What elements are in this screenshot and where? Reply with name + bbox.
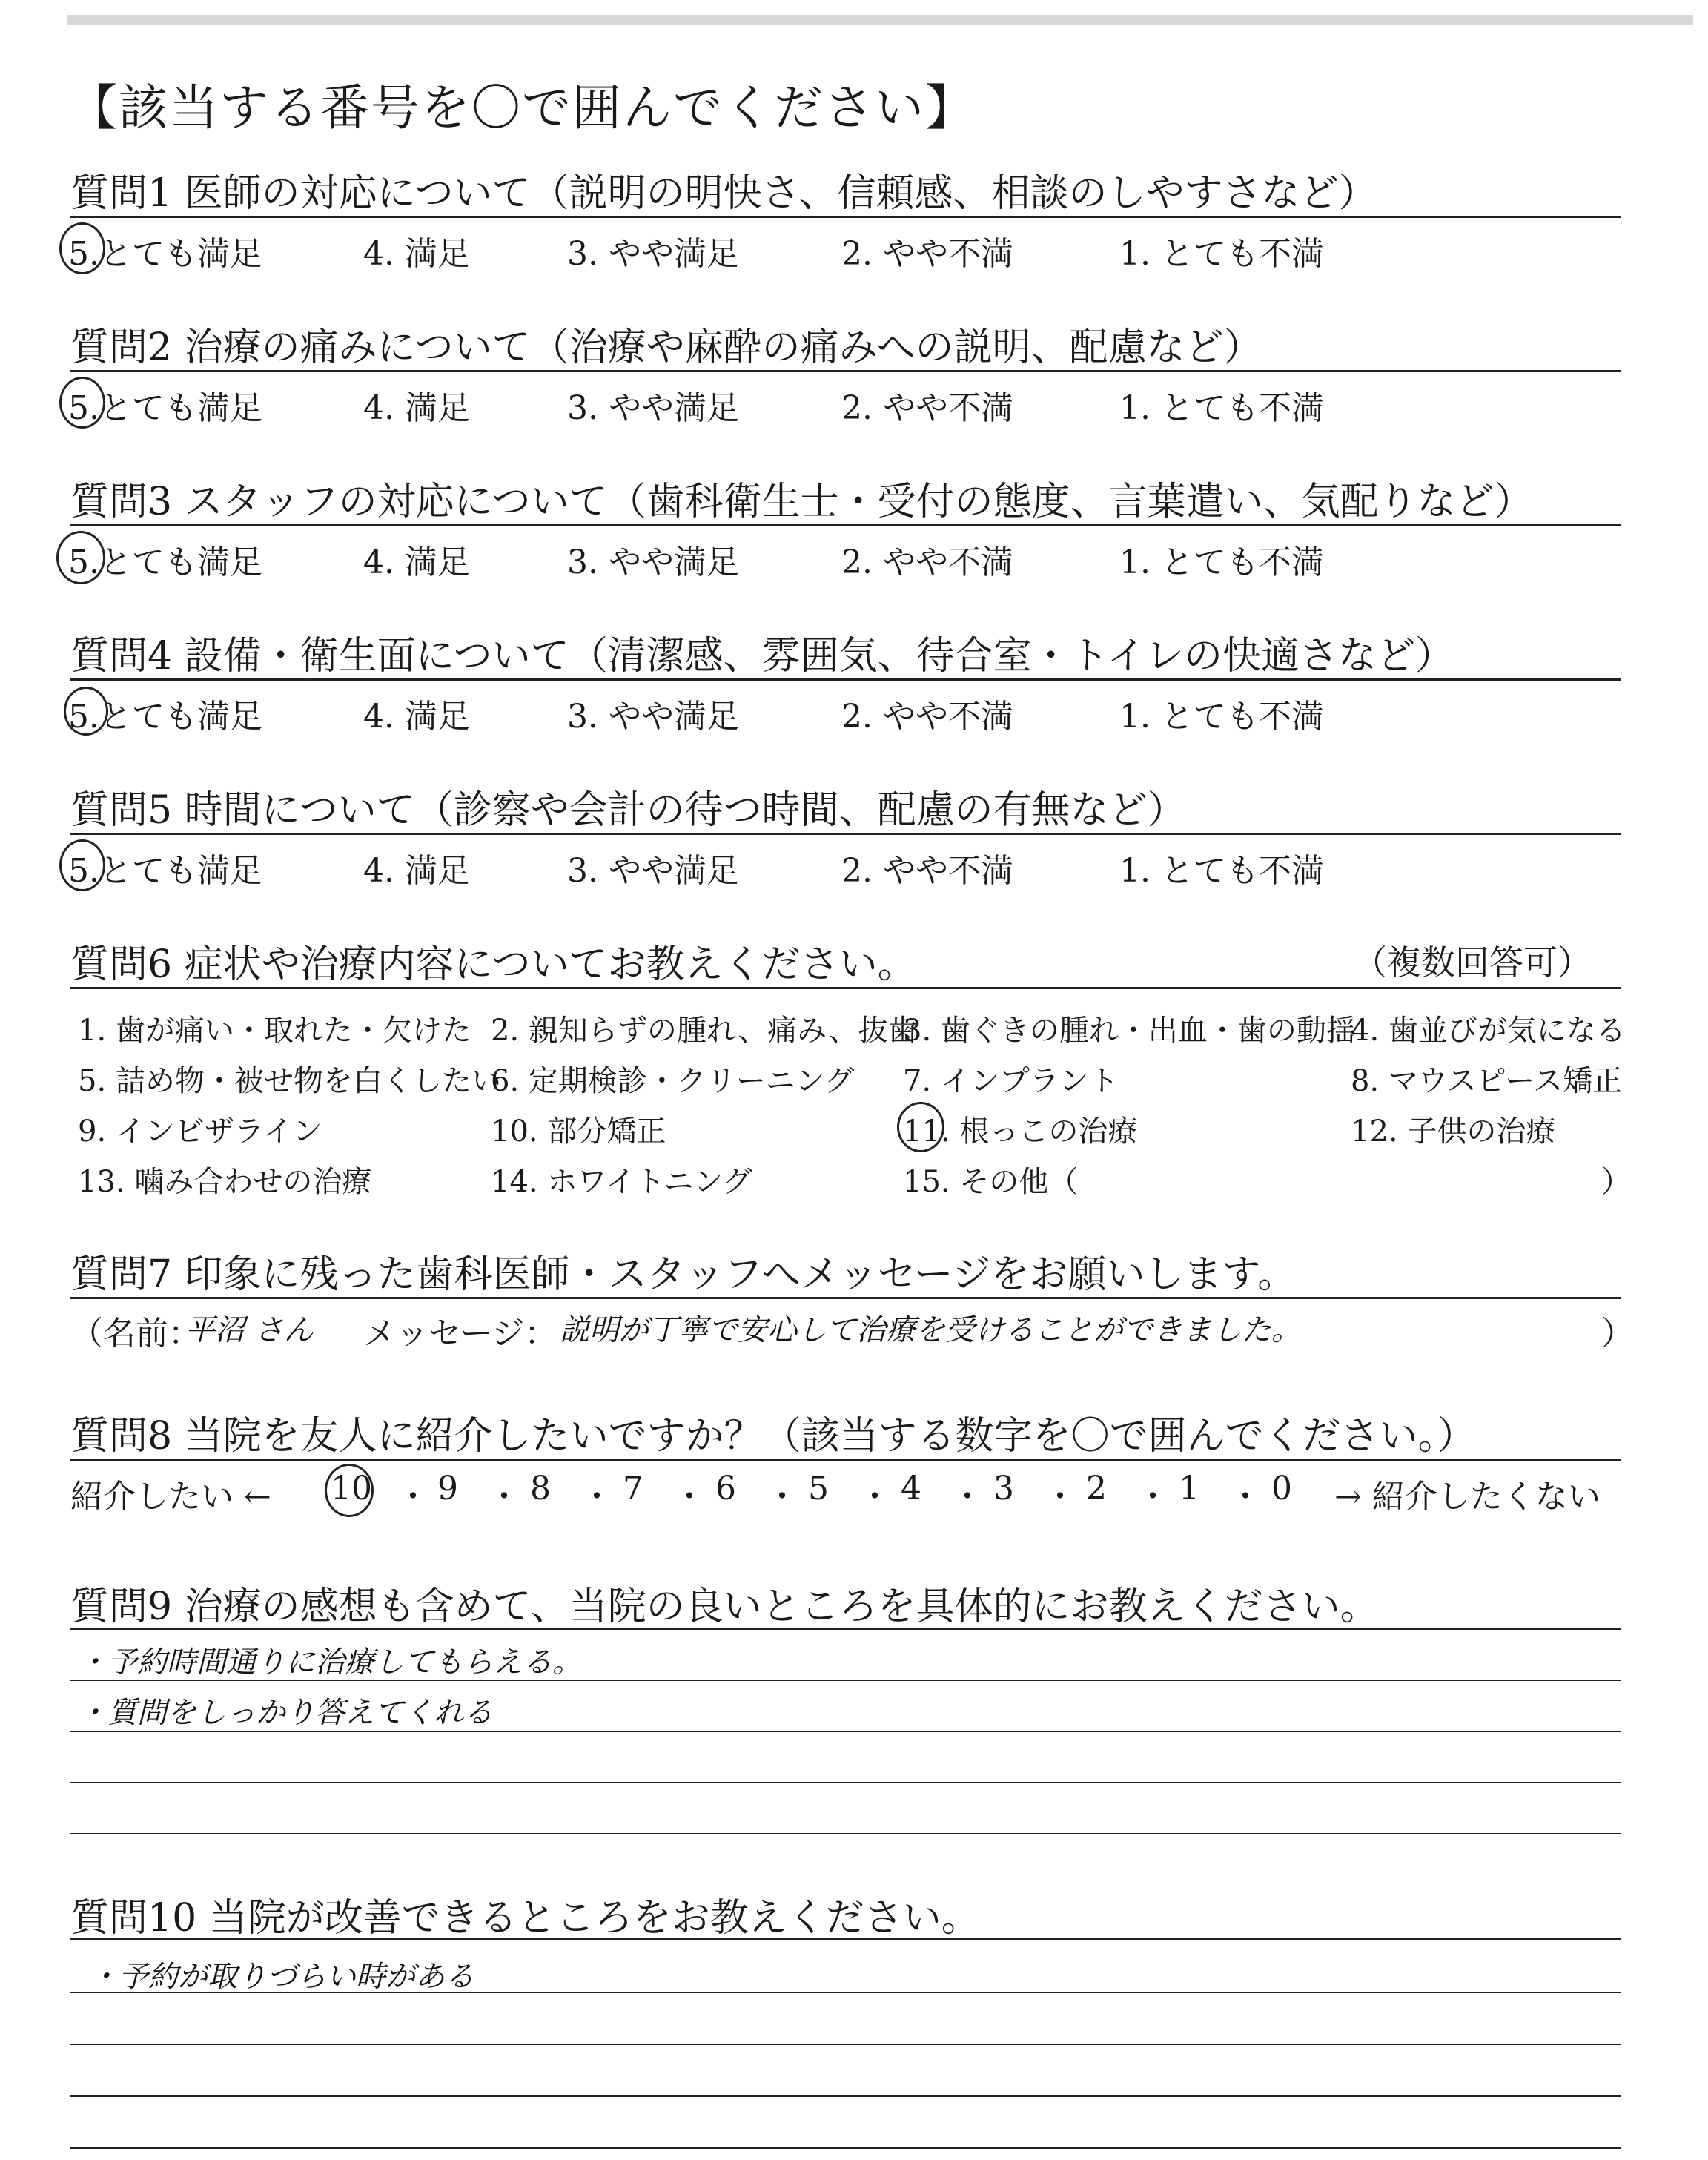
q5-option-1[interactable]: 1. とても不満 [1119,852,1324,890]
q2-option-1[interactable]: 1. とても不満 [1119,389,1324,427]
q6-option-10[interactable]: 10. 部分矯正 [491,1114,666,1149]
q4-option-3[interactable]: 3. やや満足 [567,698,739,736]
q3-option-4[interactable]: 4. 満足 [363,544,470,581]
q10-rule [70,1938,1621,1940]
question-3-rule [70,524,1621,526]
q3-option-1[interactable]: 1. とても不満 [1119,544,1324,581]
q6-option-15-close: ） [1601,1165,1631,1199]
q1-option-2[interactable]: 2. やや不満 [841,235,1013,273]
q9-answer-2[interactable]: ・質問をしっかり答えてくれる [78,1696,493,1730]
q6-option-12[interactable]: 12. 子供の治療 [1351,1114,1556,1149]
question-3-label: 質問3 スタッフの対応について（歯科衛生士・受付の態度、言葉遣い、気配りなど） [70,480,1533,524]
q2-option-3[interactable]: 3. やや満足 [567,389,739,427]
q6-option-11[interactable]: 11. 根っこの治療 [903,1114,1138,1149]
question-4-label: 質問4 設備・衛生面について（清潔感、雰囲気、待合室・トイレの快適さなど） [70,634,1454,678]
question-2-label: 質問2 治療の痛みについて（治療や麻酔の痛みへの説明、配慮など） [70,326,1262,370]
q7-close: ） [1601,1315,1634,1353]
q8-right-label: → 紹介したくない [1334,1478,1601,1516]
q6-option-15[interactable]: 15. その他（ [903,1165,1079,1199]
q1-option-3[interactable]: 3. やや満足 [567,235,739,273]
q8-scale-10[interactable]: 10 [331,1470,372,1507]
question-7-label: 質問7 印象に残った歯科医師・スタッフへメッセージをお願いします。 [70,1252,1297,1297]
q10-answer-1[interactable]: ・予約が取りづらい時がある [89,1960,474,1994]
q1-option-5[interactable]: 5.とても満足 [68,235,262,273]
q8-scale-1[interactable]: 1 [1179,1470,1199,1507]
q1-option-1[interactable]: 1. とても不満 [1119,235,1324,273]
scan-top-band [67,15,1693,25]
q6-option-13[interactable]: 13. 噛み合わせの治療 [78,1165,372,1199]
q8-scale-9[interactable]: 9 [437,1470,458,1507]
q5-option-3[interactable]: 3. やや満足 [567,852,739,890]
question-7-rule [70,1297,1621,1299]
question-10-label: 質問10 当院が改善できるところをお教えください。 [70,1896,980,1941]
q6-option-3[interactable]: 3. 歯ぐきの腫れ・出血・歯の動揺 [903,1014,1356,1048]
question-6-label: 質問6 症状や治療内容についてお教えください。 [70,942,916,987]
q6-option-5[interactable]: 5. 詰め物・被せ物を白くしたい [78,1064,501,1098]
q6-option-8[interactable]: 8. マウスピース矯正 [1351,1064,1623,1098]
q10-rule [70,1992,1621,1993]
q7-name-value[interactable]: 平沼 さん [185,1313,314,1347]
question-1-rule [70,216,1621,218]
q8-scale-4[interactable]: 4 [901,1470,921,1507]
q6-option-2[interactable]: 2. 親知らずの腫れ、痛み、抜歯 [491,1014,918,1048]
q1-option-4[interactable]: 4. 満足 [363,235,470,273]
q3-option-2[interactable]: 2. やや不満 [841,544,1013,581]
q6-option-9[interactable]: 9. インビザライン [78,1114,322,1149]
q6-option-7[interactable]: 7. インプラント [903,1064,1119,1098]
q8-scale-6[interactable]: 6 [715,1470,736,1507]
question-5-label: 質問5 時間について（診察や会計の待つ時間、配慮の有無など） [70,788,1186,833]
q8-dot: ・ [488,1478,520,1516]
q8-dot: ・ [1044,1478,1076,1516]
q7-message-prefix: メッセージ： [363,1315,557,1353]
q8-scale-3[interactable]: 3 [993,1470,1014,1507]
question-5-rule [70,833,1621,835]
q5-option-5[interactable]: 5.とても満足 [68,852,262,890]
q2-option-5[interactable]: 5.とても満足 [68,389,262,427]
q8-dot: ・ [397,1478,429,1516]
q9-rule [70,1833,1621,1834]
q2-option-2[interactable]: 2. やや不満 [841,389,1013,427]
q8-scale-0[interactable]: 0 [1271,1470,1292,1507]
q6-option-6[interactable]: 6. 定期検診・クリーニング [491,1064,855,1098]
q9-rule [70,1782,1621,1783]
q3-option-5[interactable]: 5.とても満足 [68,544,262,581]
q5-option-4[interactable]: 4. 満足 [363,852,470,890]
q10-rule [70,2044,1621,2045]
q4-option-4[interactable]: 4. 満足 [363,698,470,736]
q4-option-5[interactable]: 5.とても満足 [68,698,262,736]
q8-scale-2[interactable]: 2 [1086,1470,1107,1507]
question-6-rule [70,987,1621,989]
q8-dot: ・ [951,1478,984,1516]
q6-option-4[interactable]: 4. 歯並びが気になる [1351,1014,1626,1048]
question-4-rule [70,678,1621,681]
question-8-label: 質問8 当院を友人に紹介したいですか？（該当する数字を〇で囲んでください。） [70,1414,1476,1459]
q8-dot: ・ [1229,1478,1262,1516]
q8-dot: ・ [766,1478,798,1516]
q9-rule [70,1731,1621,1732]
q8-left-label: 紹介したい ← [70,1478,271,1516]
q4-option-1[interactable]: 1. とても不満 [1119,698,1324,736]
q5-option-2[interactable]: 2. やや不満 [841,852,1013,890]
q3-option-3[interactable]: 3. やや満足 [567,544,739,581]
question-8-rule [70,1459,1621,1461]
q9-answer-1[interactable]: ・予約時間通りに治療してもらえる。 [78,1645,582,1680]
q8-dot: ・ [1136,1478,1169,1516]
question-9-label: 質問9 治療の感想も含めて、当院の良いところを具体的にお教えください。 [70,1585,1379,1629]
q6-option-1[interactable]: 1. 歯が痛い・取れた・欠けた [78,1014,471,1048]
q7-name-prefix: （名前： [70,1315,201,1353]
q8-scale-5[interactable]: 5 [808,1470,829,1507]
question-1-label: 質問1 医師の対応について（説明の明快さ、信頼感、相談のしやすさなど） [70,171,1377,216]
q8-dot: ・ [858,1478,891,1516]
q8-scale-8[interactable]: 8 [530,1470,551,1507]
q7-message-value[interactable]: 説明が丁寧で安心して治療を受けることができました。 [560,1313,1301,1347]
q8-dot: ・ [673,1478,706,1516]
page-title: 【該当する番号を〇で囲んでください】 [68,79,976,136]
q8-dot: ・ [580,1478,613,1516]
q9-rule [70,1628,1621,1630]
q10-rule [70,2147,1621,2149]
q6-option-14[interactable]: 14. ホワイトニング [491,1165,752,1199]
q9-rule [70,1680,1621,1681]
q4-option-2[interactable]: 2. やや不満 [841,698,1013,736]
question-2-rule [70,370,1621,372]
q2-option-4[interactable]: 4. 満足 [363,389,470,427]
q8-scale-7[interactable]: 7 [623,1470,643,1507]
question-6-note: （複数回答可） [1353,942,1592,982]
q10-rule [70,2095,1621,2097]
